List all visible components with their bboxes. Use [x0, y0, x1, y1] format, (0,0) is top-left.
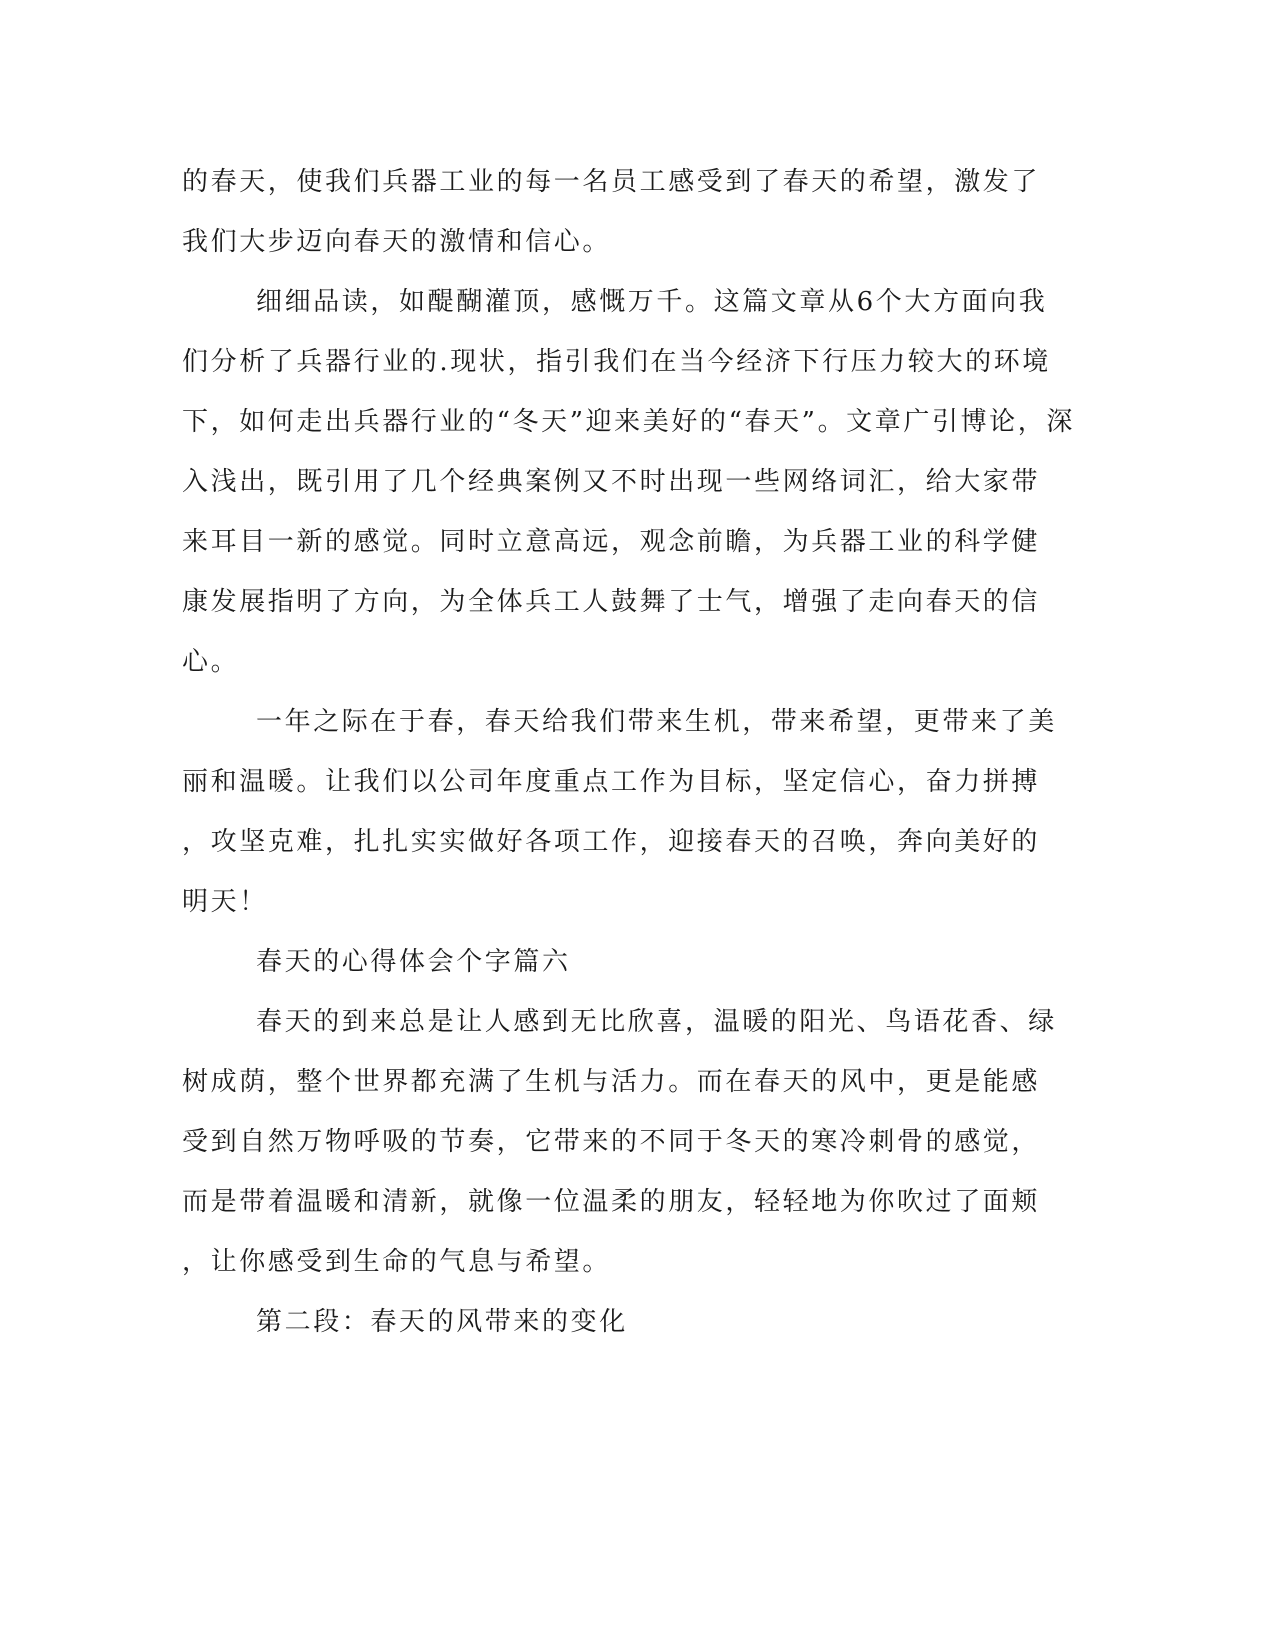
- section-heading: 春天的心得体会个字篇六: [256, 947, 571, 977]
- text-line: 丽和温暖。让我们以公司年度重点工作为目标，坚定信心，奋力拼搏: [182, 767, 1041, 797]
- paragraph-start-line: 一年之际在于春，春天给我们带来生机，带来希望，更带来了美: [256, 707, 1057, 737]
- text-line: 我们大步迈向春天的激情和信心。: [182, 227, 612, 257]
- paragraph-start-line: 春天的到来总是让人感到无比欣喜，温暖的阳光、鸟语花香、绿: [256, 1007, 1057, 1037]
- text-line: 明天！: [182, 887, 268, 917]
- text-line: 康发展指明了方向，为全体兵工人鼓舞了士气，增强了走向春天的信: [182, 587, 1041, 617]
- text-line: 入浅出，既引用了几个经典案例又不时出现一些网络词汇，给大家带: [182, 467, 1041, 497]
- text-line: 们分析了兵器行业的.现状，指引我们在当今经济下行压力较大的环境: [182, 347, 1051, 377]
- text-line: 的春天，使我们兵器工业的每一名员工感受到了春天的希望，激发了: [182, 167, 1041, 197]
- paragraph-start-line: 细细品读，如醍醐灌顶，感慨万千。这篇文章从6个大方面向我: [256, 287, 1048, 317]
- text-line: 而是带着温暖和清新，就像一位温柔的朋友，轻轻地为你吹过了面颊: [182, 1187, 1041, 1217]
- text-line: 下，如何走出兵器行业的“冬天”迎来美好的“春天”。文章广引博论，深: [182, 407, 1075, 437]
- document-body: [182, 160, 1075, 1360]
- text-line: 受到自然万物呼吸的节奏，它带来的不同于冬天的寒冷刺骨的感觉，: [182, 1127, 1041, 1157]
- text-line: 来耳目一新的感觉。同时立意高远，观念前瞻，为兵器工业的科学健: [182, 527, 1041, 557]
- section-heading: 第二段：春天的风带来的变化: [256, 1307, 628, 1337]
- text-line: 树成荫，整个世界都充满了生机与活力。而在春天的风中，更是能感: [182, 1067, 1041, 1097]
- text-line: 心。: [182, 647, 240, 677]
- text-line: ，让你感受到生命的气息与希望。: [182, 1247, 612, 1277]
- text-line: ，攻坚克难，扎扎实实做好各项工作，迎接春天的召唤，奔向美好的: [182, 827, 1041, 857]
